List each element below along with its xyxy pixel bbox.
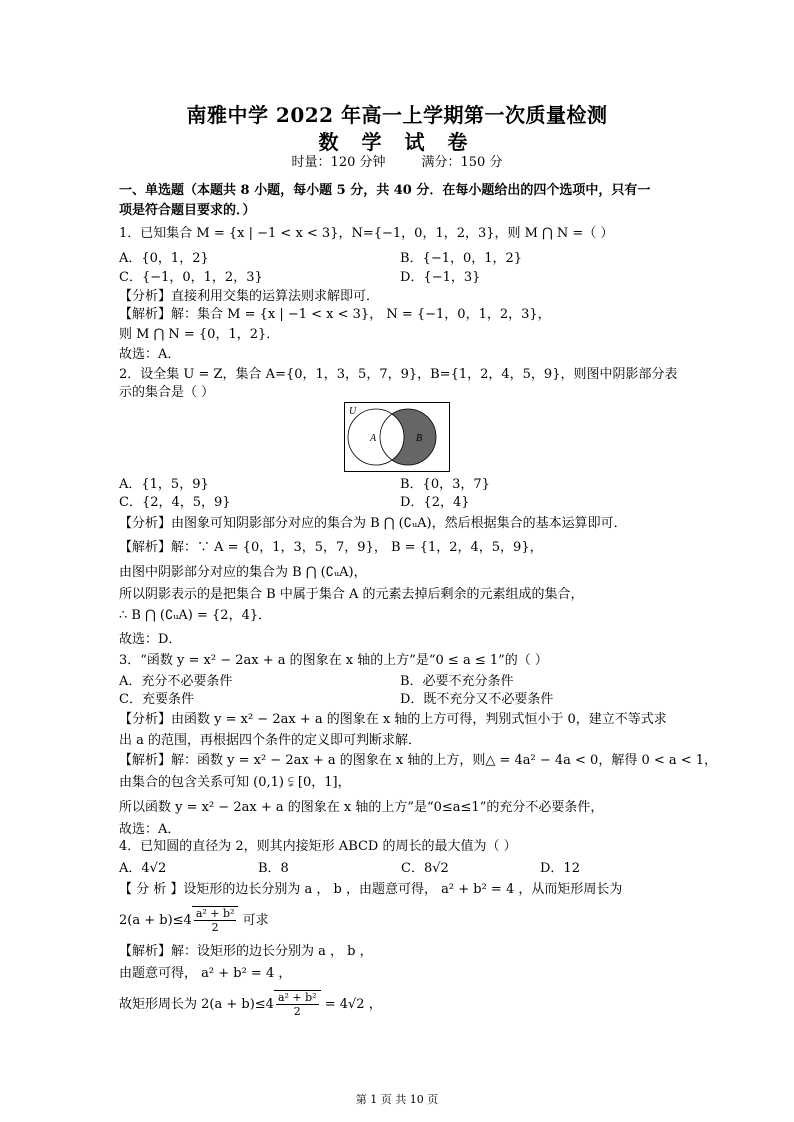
q4-solution-line2: 由题意可得， a² + b² = 4 ， (119, 966, 292, 981)
section-heading-line2: 项是符合题目要求的．） (119, 203, 256, 218)
time-limit: 时量：120 分钟 (291, 155, 386, 170)
q1-analysis: 【分析】直接利用交集的运算法则求解即可． (119, 289, 380, 304)
q2-solution-line3: 所以阴影表示的是把集合 B 中属于集合 A 的元素去掉后剩余的元素组成的集合， (119, 587, 584, 602)
q3-option-a: A．充分不必要条件 (119, 674, 233, 689)
q2-analysis: 【分析】由图象可知阴影部分对应的集合为 B ⋂ (∁ᵤA)，然后根据集合的基本运算即可． (119, 516, 627, 531)
sqrt-sign (274, 990, 321, 1018)
q3-solution-line2: 由集合的包含关系可知 (0,1) ⫋ [0，1]， (119, 775, 351, 790)
q4-analysis-line2 (119, 906, 269, 934)
q3-answer: 故选：A． (119, 822, 181, 837)
fraction-numerator: a² + b² (277, 991, 317, 1004)
venn-label-u: U (349, 406, 357, 417)
page-footer: 第 1 页 共 10 页 (355, 1093, 439, 1106)
exam-info (0, 151, 794, 170)
q1-solution-line1: 【解析】解：集合 M = {x | −1 < x < 3}， N = {−1，0，1，2，3}， (119, 307, 551, 322)
q1-option-a: A．{0，1，2} (119, 251, 209, 266)
venn-diagram (344, 402, 450, 472)
q2-option-c: C．{2，4，5，9} (119, 495, 231, 510)
sqrt-sign (192, 906, 239, 934)
q1-answer: 故选：A． (119, 347, 181, 362)
q3-option-c: C．充要条件 (119, 692, 194, 707)
section-heading-line1: 一、单选题（本题共 8 小题，每小题 5 分，共 40 分．在每小题给出的四个选项中，只有一 (119, 183, 651, 198)
q4-solution-line1: 【解析】解：设矩形的边长分别为 a ， b ， (119, 944, 373, 959)
q2-solution-line4: ∴ B ⋂ (∁ᵤA) = {2，4}． (119, 608, 272, 623)
venn-label-a: A (370, 433, 377, 444)
q4-analysis-expr: 2(a + b)≤4 (119, 913, 192, 928)
full-score: 满分：150 分 (421, 155, 503, 170)
q3-analysis-line2: 出 a 的范围，再根据四个条件的定义即可判断求解． (119, 733, 422, 748)
q1-solution-line2: 则 M ⋂ N = {0，1，2}． (119, 327, 280, 342)
q4-option-a: A．4√2 (119, 861, 167, 876)
fraction (276, 991, 319, 1018)
q4-solution-tail: = 4√2 ， (320, 997, 382, 1012)
q2-option-b: B．{0，3，7} (400, 477, 490, 492)
q4-analysis-line1: 【 分 析 】设矩形的边长分别为 a ， b ，由题意可得， a² + b² = 4 ，从而矩形周长为 (119, 882, 623, 897)
q2-option-a: A．{1，5，9} (119, 477, 209, 492)
q3-analysis-line1: 【分析】由函数 y = x² − 2ax + a 的图象在 x 轴的上方可得，判别式恒小于 0，建立不等式求 (119, 712, 667, 727)
fraction-denominator: 2 (211, 921, 219, 934)
q4-option-c: C．8√2 (401, 861, 449, 876)
q4-stem: 4．已知圆的直径为 2，则其内接矩形 ABCD 的周长的最大值为（ ） (119, 839, 517, 854)
q4-solution-line3 (119, 990, 382, 1018)
q4-solution-expr: 故矩形周长为 2(a + b)≤4 (119, 997, 274, 1012)
fraction (194, 907, 237, 934)
q3-stem: 3．“函数 y = x² − 2ax + a 的图象在 x 轴的上方”是“0 ≤ a ≤ 1”的（ ） (119, 653, 548, 668)
venn-label-b: B (416, 433, 423, 444)
exam-subtitle: 数 学 试 卷 (318, 130, 476, 154)
q3-option-b: B．必要不充分条件 (400, 674, 514, 689)
q3-option-d: D．既不充分又不必要条件 (400, 692, 554, 707)
q2-stem-line2: 示的集合是（ ） (119, 385, 215, 400)
q2-answer: 故选：D． (119, 632, 182, 647)
q2-solution-line2: 由图中阴影部分对应的集合为 B ⋂ (∁ᵤA)， (119, 565, 367, 580)
exam-title: 南雅中学 2022 年高一上学期第一次质量检测 (186, 103, 608, 127)
q3-solution-line1: 【解析】解：函数 y = x² − 2ax + a 的图象在 x 轴的上方，则△ = 4a² − 4a < 0，解得 0 < a < 1， (119, 753, 718, 768)
q1-option-b: B．{−1，0，1，2} (400, 251, 523, 266)
fraction-denominator: 2 (293, 1005, 301, 1018)
q4-option-b: B．8 (258, 861, 289, 876)
fraction-numerator: a² + b² (195, 907, 235, 920)
q1-option-d: D．{−1，3} (400, 270, 481, 285)
q4-analysis-tail: 可求 (238, 913, 269, 928)
q2-stem-line1: 2．设全集 U = Z，集合 A={0，1，3，5，7，9}，B={1，2，4，5，9}，则图中阴影部分表 (119, 367, 678, 382)
q4-option-d: D．12 (540, 861, 580, 876)
q1-option-c: C．{−1，0，1，2，3} (119, 270, 263, 285)
q2-option-d: D．{2，4} (400, 495, 470, 510)
q2-solution-line1: 【解析】解：∵ A = {0，1，3，5，7，9}， B = {1，2，4，5，9}， (119, 540, 543, 555)
q3-solution-line3: 所以函数 y = x² − 2ax + a 的图象在 x 轴的上方”是“0≤a≤1”的充分不必要条件， (119, 800, 604, 815)
q1-stem: 1．已知集合 M = {x | −1 < x < 3}，N={−1，0，1，2，3}，则 M ⋂ N =（ ） (119, 226, 614, 241)
